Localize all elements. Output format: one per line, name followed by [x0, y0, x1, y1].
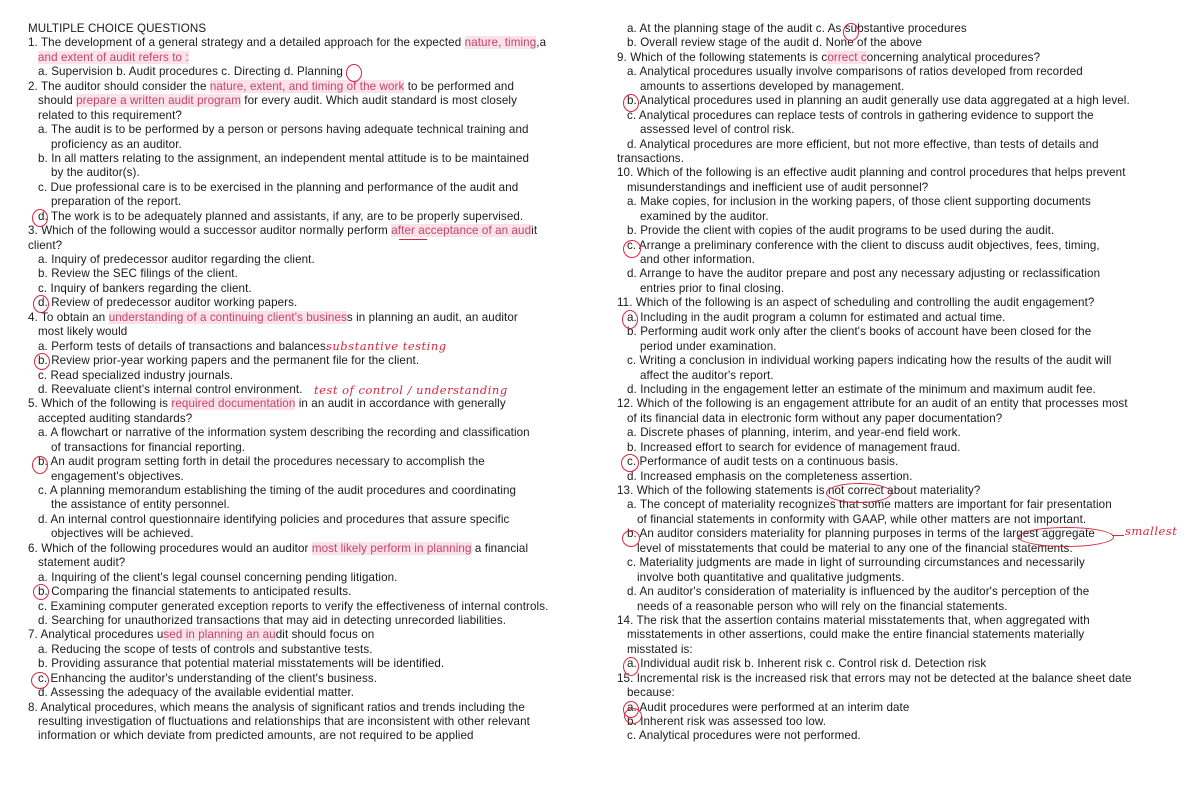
right-line: [617, 628, 1157, 642]
note-smallest: smallest: [1125, 524, 1178, 538]
line-text: d. Including in the engagement letter an estimate of the minimum and maximum audit fee.: [627, 382, 1096, 396]
right-line: [617, 571, 1157, 585]
right-line: [617, 426, 1157, 440]
highlighted-text: nature, timing: [464, 36, 537, 50]
line-text: needs of a reasonable person who will rely on the financial statements.: [637, 599, 1008, 613]
right-line: [617, 441, 1157, 455]
line-text: 10. Which of the following is an effective audit planning and control procedures that helps prevent: [617, 166, 1126, 180]
left-line: [28, 441, 588, 455]
right-line: [617, 311, 1157, 325]
line-text: b. Provide the client with copies of the audit programs to be used during the audit.: [627, 224, 1055, 238]
line-text: b. Providing assurance that potential material misstatements will be identified.: [38, 657, 445, 671]
left-line: [28, 282, 588, 296]
line-text: in an audit in accordance with generally: [295, 397, 506, 411]
right-line: [617, 282, 1157, 296]
line-text: c. A planning memorandum establishing the timing of the audit procedures and coordinating: [38, 484, 517, 497]
line-text: period under examination.: [640, 339, 777, 353]
line-text: misstated is:: [627, 642, 693, 656]
left-line: [28, 701, 588, 715]
left-line: [28, 369, 588, 383]
left-line: [28, 267, 588, 281]
highlighted-text: most likely perform in planning: [311, 541, 472, 555]
right-line: [617, 267, 1157, 281]
line-text: 14. The risk that the assertion contains material misstatements that, when aggregated with: [617, 613, 1090, 627]
left-line: [28, 340, 588, 354]
line-text: a. Individual audit risk b. Inherent risk c. Control risk d. Detection risk: [627, 657, 987, 671]
left-line: [28, 138, 588, 152]
left-line: [28, 498, 588, 512]
line-text: b. Overall review stage of the audit d. None of the above: [627, 36, 923, 50]
line-text: accepted auditing standards?: [38, 411, 193, 425]
highlighted-text: nature, extent, and timing of the work: [209, 79, 405, 93]
right-line: [617, 672, 1157, 686]
line-text: 11. Which of the following is an aspect of scheduling and controlling the audit engagement?: [617, 296, 1095, 310]
left-line: [28, 657, 588, 671]
line-text: examined by the auditor.: [640, 209, 769, 223]
line-text: b. Comparing the financial statements to anticipated results.: [38, 585, 352, 599]
left-line: [28, 585, 588, 599]
line-text: c. Materiality judgments are made in light of surrounding circumstances and necessarily: [627, 556, 1085, 570]
left-line: [28, 426, 588, 440]
line-text: misstatements in other assertions, could make the entire financial statements materially: [627, 628, 1085, 642]
left-line: [28, 686, 588, 700]
right-line: [617, 138, 1157, 152]
left-line: [28, 571, 588, 585]
highlighted-text: orrect c: [827, 50, 867, 64]
line-text: b. Analytical procedures used in planning an audit generally use data aggregated at a high level.: [627, 94, 1130, 108]
right-line: [617, 340, 1157, 354]
right-line: [617, 383, 1157, 397]
right-line: [617, 369, 1157, 383]
left-line: [28, 224, 588, 238]
right-line: [617, 210, 1157, 224]
line-text: d. Searching for unauthorized transactions that may aid in detecting unrecorded liabilities.: [38, 613, 507, 627]
line-text: a. Audit procedures were performed at an interim date: [627, 700, 910, 714]
line-text: and extent of audit: [38, 50, 136, 64]
line-text: a. Discrete phases of planning, interim, and year-end field work.: [627, 426, 961, 440]
line-text: c. Examining computer generated exception reports to verify the effectiveness of internal controls.: [38, 599, 549, 613]
line-text: objectives will be achieved.: [51, 527, 194, 541]
left-line: [28, 210, 588, 224]
right-line: [617, 354, 1157, 368]
right-line: [617, 36, 1157, 50]
line-text: d. Analytical procedures are more efficient, but not more effective, than tests of details and: [627, 137, 1099, 151]
left-line: [28, 123, 588, 137]
line-text: of its financial data in electronic form without any paper documentation?: [627, 411, 1003, 425]
line-text: resulting investigation of fluctuations and relationships that are inconsistent with other relevant: [38, 715, 530, 728]
line-text: 8. Analytical procedures, which means the analysis of significant ratios and trends including the: [28, 700, 525, 714]
highlighted-text: prepare a written audit program: [76, 94, 241, 108]
left-line: [28, 36, 588, 50]
left-line: [28, 166, 588, 180]
right-line: [617, 109, 1157, 123]
highlighted-text: understanding of a continuing client's busines: [108, 310, 347, 324]
line-text: dit should focus on: [275, 628, 375, 642]
left-line: [28, 412, 588, 426]
right-line: [617, 643, 1157, 657]
line-text: d. Reevaluate client's internal control environment.: [38, 382, 303, 396]
right-line: [617, 600, 1157, 614]
line-text: 7. Analytical procedures u: [28, 628, 164, 642]
right-line: [617, 556, 1157, 570]
line-text: a. Analytical procedures usually involve comparisons of ratios developed from recorded: [627, 65, 1083, 79]
line-text: a. Including in the audit program a column for estimated and actual time.: [627, 310, 1006, 324]
line-text: to be performed and: [404, 79, 515, 93]
line-text: d. An internal control questionnaire identifying policies and procedures that assure specific: [38, 512, 510, 526]
line-text: a. Make copies, for inclusion in the working papers, of those client supporting documents: [627, 195, 1091, 209]
line-text: should: [38, 94, 77, 108]
right-line: [617, 224, 1157, 238]
line-text: d. An auditor's consideration of materiality is influenced by the auditor's perception of the: [627, 585, 1090, 599]
line-text: proficiency as an auditor.: [51, 137, 182, 151]
line-text: of transactions for financial reporting.: [51, 440, 246, 454]
right-line: [617, 585, 1157, 599]
line-text: c. Performance of audit tests on a continuous basis.: [627, 455, 899, 469]
left-line: [28, 470, 588, 484]
left-line: [28, 715, 588, 729]
line-text: 15. Incremental risk is the increased risk that errors may not be detected at the balance sheet date: [617, 671, 1132, 685]
left-line: [28, 65, 588, 79]
line-text: c. Analytical procedures can replace tests of controls in gathering evidence to support the: [627, 108, 1094, 122]
line-text: client?: [28, 238, 63, 252]
left-line: [28, 600, 588, 614]
right-line: [617, 657, 1157, 671]
right-line: [617, 542, 1157, 556]
highlighted-text: after acceptance of an aud: [391, 224, 532, 238]
line-text: most likely would: [38, 325, 128, 339]
line-text: a. The concept of materiality recognizes that some matters are important for fair presentation: [627, 498, 1112, 512]
line-text: amounts to assertions developed by management.: [640, 79, 905, 93]
line-text: 13. Which of the following statements is not correct about materiality?: [617, 484, 981, 497]
line-text: c. Enhancing the auditor's understanding of the client's business.: [38, 671, 378, 685]
right-line: [617, 455, 1157, 469]
right-line: [617, 498, 1157, 512]
line-text: a. Inquiring of the client's legal counsel concerning pending litigation.: [38, 570, 398, 584]
line-text: d. Review of predecessor auditor working papers.: [38, 296, 298, 310]
line-text: b. Increased effort to search for evidence of management fraud.: [627, 440, 961, 454]
line-text: b. Inherent risk was assessed too low.: [627, 715, 827, 728]
right-line: [617, 701, 1157, 715]
right-line: [617, 484, 1157, 498]
line-text: ,a: [536, 36, 547, 50]
left-line: [28, 325, 588, 339]
line-text: a. Reducing the scope of tests of controls and substantive tests.: [38, 642, 373, 656]
left-line: [28, 643, 588, 657]
left-line: [28, 556, 588, 570]
right-line: [617, 513, 1157, 527]
left-line: [28, 628, 588, 642]
left-line: [28, 484, 588, 498]
left-line: [28, 51, 588, 65]
line-text: a. Supervision b. Audit procedures c. Directing d. Planning: [38, 65, 343, 79]
right-line: [617, 22, 1157, 36]
line-text: c. Arrange a preliminary conference with the client to discuss audit objectives, fees, timing,: [627, 238, 1100, 252]
left-line: [28, 181, 588, 195]
right-line: [617, 152, 1157, 166]
line-text: 9. Which of the following statements is c: [617, 50, 828, 64]
right-line: [617, 195, 1157, 209]
left-line: [28, 80, 588, 94]
line-text: a. A flowchart or narrative of the information system describing the recording and classification: [38, 426, 530, 440]
line-text: 2. The auditor should consider the: [28, 79, 210, 93]
line-text: engagement's objectives.: [51, 469, 184, 483]
line-text: d. Arrange to have the auditor prepare and post any necessary adjusting or reclassification: [627, 267, 1101, 281]
right-line: [617, 123, 1157, 137]
arrow-line: [1112, 535, 1124, 536]
line-text: a financial: [471, 541, 529, 555]
left-line: [28, 296, 588, 310]
line-text: 6. Which of the following procedures would an auditor: [28, 541, 312, 555]
line-text: s in planning an audit, an auditor: [346, 310, 518, 324]
right-line: [617, 412, 1157, 426]
line-text: d. The work is to be adequately planned and assistants, if any, are to be properly supervised.: [38, 209, 524, 223]
left-line: [28, 354, 588, 368]
right-line: [617, 51, 1157, 65]
right-column: [617, 22, 1157, 744]
left-line: [28, 542, 588, 556]
line-text: misunderstandings and inefficient use of audit personnel?: [627, 180, 929, 194]
line-text: b. Review prior-year working papers and the permanent file for the client.: [38, 354, 420, 368]
right-line: [617, 686, 1157, 700]
line-text: b. Review the SEC filings of the client.: [38, 267, 238, 281]
line-text: c. Due professional care is to be exercised in the planning and performance of the audit and: [38, 180, 519, 194]
right-line: [617, 94, 1157, 108]
highlighted-text: required documentation: [171, 397, 296, 411]
left-line: [28, 513, 588, 527]
right-line: [617, 65, 1157, 79]
line-text: level of misstatements that could be material to any one of the financial statements.: [637, 541, 1073, 555]
line-text: by the auditor(s).: [51, 166, 140, 180]
right-line: [617, 527, 1157, 541]
right-line: [617, 253, 1157, 267]
left-line: [28, 397, 588, 411]
line-text: c. Analytical procedures were not performed.: [627, 729, 861, 743]
left-line: [28, 527, 588, 541]
left-line: [28, 94, 588, 108]
page-title: MULTIPLE CHOICE QUESTIONS: [28, 22, 207, 35]
line-text: entries prior to final closing.: [640, 281, 785, 295]
highlighted-text: refers to :: [135, 50, 189, 64]
line-text: c. Inquiry of bankers regarding the client.: [38, 281, 252, 295]
line-text: for every audit. Which audit standard is most closely: [240, 94, 517, 108]
left-line: [28, 195, 588, 209]
line-text: a. At the planning stage of the audit c. As substantive procedures: [627, 22, 967, 35]
line-text: 12. Which of the following is an engagement attribute for an audit of an entity that processes most: [617, 397, 1128, 411]
right-line: [617, 181, 1157, 195]
line-text: b. In all matters relating to the assignment, an independent mental attitude is to be maintained: [38, 151, 530, 165]
line-text: 3. Which of the following would a successor auditor normally perform: [28, 224, 392, 238]
right-line: [617, 239, 1157, 253]
right-line: [617, 614, 1157, 628]
right-line: [617, 166, 1157, 180]
left-line: [28, 311, 588, 325]
line-text: and other information.: [640, 253, 755, 266]
left-line: [28, 239, 588, 253]
right-line: [617, 296, 1157, 310]
line-text: the assistance of entity personnel.: [51, 498, 230, 512]
right-line: [617, 729, 1157, 743]
line-text: a. The audit is to be performed by a person or persons having adequate technical training and: [38, 123, 529, 137]
line-text: transactions.: [617, 151, 685, 165]
right-line: [617, 715, 1157, 729]
left-line: [28, 253, 588, 267]
highlighted-text: sed in planning an au: [163, 628, 276, 642]
line-text: d. Assessing the adequacy of the available evidential matter.: [38, 686, 355, 700]
line-text: c. Writing a conclusion in individual working papers indicating how the results of the audit will: [627, 354, 1112, 368]
line-text: oncerning analytical procedures?: [866, 50, 1041, 64]
line-text: involve both quantitative and qualitative judgments.: [637, 570, 905, 584]
right-line: [617, 397, 1157, 411]
line-text: because:: [627, 686, 675, 700]
line-text: b. An auditor considers materiality for planning purposes in terms of the largest aggregate: [627, 527, 1095, 541]
note-substantive-testing: substantive testing: [326, 339, 447, 353]
line-text: d. Increased emphasis on the completeness assertion.: [627, 469, 913, 483]
line-text: 5. Which of the following is: [28, 397, 172, 411]
line-text: c. Read specialized industry journals.: [38, 368, 234, 382]
right-line: [617, 325, 1157, 339]
line-text: statement audit?: [38, 556, 126, 570]
note-test-of-control: test of control / understanding: [314, 383, 508, 397]
line-text: of financial statements in conformity with GAAP, while other matters are not important.: [637, 512, 1087, 526]
line-text: 1. The development of a general strategy and a detailed approach for the expected: [28, 36, 465, 50]
left-line: [28, 109, 588, 123]
left-line: [28, 614, 588, 628]
line-text: it: [531, 224, 538, 238]
left-line: [28, 672, 588, 686]
right-line: [617, 80, 1157, 94]
right-line: [617, 470, 1157, 484]
line-text: related to this requirement?: [38, 108, 182, 122]
line-text: assessed level of control risk.: [640, 123, 795, 137]
line-text: information or which deviate from predicted amounts, are not required to be applied: [38, 729, 474, 743]
left-line: [28, 152, 588, 166]
left-line: [28, 455, 588, 469]
line-text: a. Inquiry of predecessor auditor regarding the client.: [38, 253, 315, 266]
left-line: [28, 729, 588, 743]
line-text: b. An audit program setting forth in detail the procedures necessary to accomplish the: [38, 455, 485, 469]
line-text: a. Perform tests of details of transactions and balances.: [38, 339, 330, 353]
line-text: 4. To obtain an: [28, 310, 109, 324]
line-text: affect the auditor's report.: [640, 368, 774, 382]
underline-after: [399, 239, 427, 240]
line-text: preparation of the report.: [51, 195, 182, 209]
line-text: b. Performing audit work only after the client's books of account have been closed for the: [627, 325, 1092, 339]
